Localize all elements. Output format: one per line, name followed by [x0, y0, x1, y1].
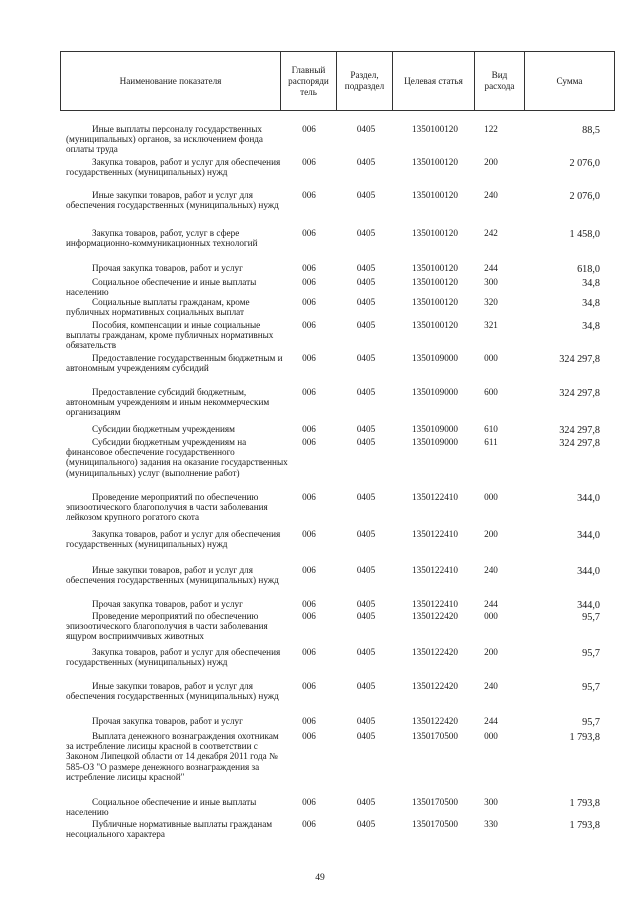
header-target-article: Целевая статья	[393, 52, 475, 110]
row-chief-manager: 006	[302, 297, 316, 307]
row-chief-manager: 006	[302, 647, 316, 657]
row-sum: 1 793,8	[569, 820, 600, 831]
row-expense-type: 242	[484, 228, 498, 238]
row-target-article: 1350122410	[412, 565, 458, 575]
row-chief-manager: 006	[302, 157, 316, 167]
row-expense-type: 610	[484, 424, 498, 434]
row-name: Закупка товаров, работ и услуг для обеспечения государственных (муниципальных) нужд	[66, 529, 281, 550]
row-target-article: 1350122420	[412, 611, 458, 621]
row-sum: 344,0	[577, 600, 600, 611]
row-target-article: 1350122410	[412, 529, 458, 539]
row-chief-manager: 006	[302, 716, 316, 726]
row-target-article: 1350109000	[412, 437, 458, 447]
row-expense-type: 244	[484, 716, 498, 726]
row-target-article: 1350100120	[412, 297, 458, 307]
row-sum: 95,7	[582, 612, 600, 623]
row-target-article: 1350122420	[412, 716, 458, 726]
row-section: 0405	[356, 228, 376, 238]
row-name: Пособия, компенсации и иные социальные выплаты гражданам, кроме публичных нормативных обязательств	[66, 320, 274, 351]
row-section: 0405	[356, 647, 376, 657]
row-sum: 95,7	[582, 648, 600, 659]
row-name: Прочая закупка товаров, работ и услуг	[92, 263, 243, 273]
row-expense-type: 000	[484, 492, 498, 502]
row-expense-type: 244	[484, 599, 498, 609]
row-sum: 34,8	[582, 321, 600, 332]
row-sum: 324 297,8	[559, 354, 600, 365]
row-sum: 95,7	[582, 682, 600, 693]
row-section: 0405	[356, 492, 376, 502]
row-expense-type: 240	[484, 565, 498, 575]
row-chief-manager: 006	[302, 611, 316, 621]
row-target-article: 1350100120	[412, 320, 458, 330]
row-chief-manager: 006	[302, 681, 316, 691]
row-expense-type: 240	[484, 681, 498, 691]
row-name: Закупка товаров, работ и услуг для обеспечения государственных (муниципальных) нужд	[66, 157, 281, 178]
row-section: 0405	[356, 157, 376, 167]
row-section: 0405	[356, 263, 376, 273]
row-sum: 344,0	[577, 530, 600, 541]
row-name: Закупка товаров, работ, услуг в сфере информационно-коммуникационных технологий	[66, 228, 258, 249]
row-expense-type: 200	[484, 647, 498, 657]
row-name: Субсидии бюджетным учреждениям	[92, 424, 235, 434]
row-chief-manager: 006	[302, 731, 316, 741]
row-target-article: 1350100120	[412, 190, 458, 200]
row-sum: 618,0	[577, 264, 600, 275]
row-name: Прочая закупка товаров, работ и услуг	[92, 599, 243, 609]
row-sum: 34,8	[582, 298, 600, 309]
row-sum: 344,0	[577, 493, 600, 504]
row-expense-type: 240	[484, 190, 498, 200]
row-chief-manager: 006	[302, 424, 316, 434]
header-sum: Сумма	[556, 75, 583, 86]
row-chief-manager: 006	[302, 819, 316, 829]
row-sum: 2 076,0	[569, 158, 600, 169]
row-name: Социальные выплаты гражданам, кроме публичных нормативных социальных выплат	[66, 297, 250, 318]
row-target-article: 1350100120	[412, 157, 458, 167]
row-target-article: 1350122410	[412, 492, 458, 502]
row-section: 0405	[356, 353, 376, 363]
row-section: 0405	[356, 599, 376, 609]
row-name: Иные закупки товаров, работ и услуг для обеспечения государственных (муниципальных) нужд	[66, 681, 279, 702]
row-target-article: 1350100120	[412, 228, 458, 238]
row-name: Иные закупки товаров, работ и услуг для обеспечения государственных (муниципальных) нужд	[66, 565, 279, 586]
row-section: 0405	[356, 190, 376, 200]
row-expense-type: 200	[484, 529, 498, 539]
row-expense-type: 600	[484, 387, 498, 397]
row-chief-manager: 006	[302, 190, 316, 200]
row-section: 0405	[356, 565, 376, 575]
row-name: Иные закупки товаров, работ и услуг для обеспечения государственных (муниципальных) нужд	[66, 190, 279, 211]
row-expense-type: 300	[484, 277, 498, 287]
row-expense-type: 244	[484, 263, 498, 273]
row-section: 0405	[356, 424, 376, 434]
row-chief-manager: 006	[302, 228, 316, 238]
row-chief-manager: 006	[302, 437, 316, 447]
row-expense-type: 330	[484, 819, 498, 829]
header-name: Наименование показателя	[61, 52, 281, 110]
row-name: Проведение мероприятий по обеспечению эпизоотического благополучия в части заболевания лейкозом крупного рогатого скота	[66, 492, 268, 523]
row-sum: 34,8	[582, 278, 600, 289]
row-sum: 1 793,8	[569, 798, 600, 809]
row-expense-type: 000	[484, 353, 498, 363]
row-sum: 324 297,8	[559, 388, 600, 399]
row-section: 0405	[356, 716, 376, 726]
row-chief-manager: 006	[302, 599, 316, 609]
row-name: Публичные нормативные выплаты гражданам несоциального характера	[66, 819, 273, 840]
row-sum: 1 793,8	[569, 732, 600, 743]
row-target-article: 1350170500	[412, 797, 458, 807]
row-name: Иные выплаты персоналу государственных (муниципальных) органов, за исключением фонда оплаты труда	[66, 124, 263, 155]
row-expense-type: 321	[484, 320, 498, 330]
row-sum: 2 076,0	[569, 191, 600, 202]
row-section: 0405	[356, 819, 376, 829]
row-sum: 95,7	[582, 717, 600, 728]
row-target-article: 1350109000	[412, 387, 458, 397]
row-section: 0405	[356, 437, 376, 447]
row-target-article: 1350122410	[412, 599, 458, 609]
row-chief-manager: 006	[302, 492, 316, 502]
row-section: 0405	[356, 529, 376, 539]
page-number: 49	[315, 872, 325, 883]
row-sum: 88,5	[582, 125, 600, 136]
row-name: Прочая закупка товаров, работ и услуг	[92, 716, 243, 726]
row-name: Субсидии бюджетным учреждениям на финансовое обеспечение государственного (муниципального) задания на оказание государственных (муниципальных) услуг (выполнение работ)	[66, 437, 288, 478]
row-section: 0405	[356, 681, 376, 691]
row-chief-manager: 006	[302, 263, 316, 273]
row-expense-type: 122	[484, 124, 498, 134]
row-name: Проведение мероприятий по обеспечению эпизоотического благополучия в части заболевания ящуром восприимчивых животных	[66, 611, 268, 642]
row-chief-manager: 006	[302, 529, 316, 539]
row-chief-manager: 006	[302, 277, 316, 287]
row-expense-type: 320	[484, 297, 498, 307]
row-expense-type: 611	[484, 437, 498, 447]
row-section: 0405	[356, 320, 376, 330]
row-sum: 344,0	[577, 566, 600, 577]
row-target-article: 1350122420	[412, 681, 458, 691]
row-name: Социальное обеспечение и иные выплаты населению	[66, 277, 257, 298]
row-chief-manager: 006	[302, 797, 316, 807]
row-name: Предоставление субсидий бюджетным, автономным учреждениям и иным некоммерческим организациям	[66, 387, 270, 418]
row-target-article: 1350109000	[412, 353, 458, 363]
row-sum: 324 297,8	[559, 425, 600, 436]
row-target-article: 1350100120	[412, 277, 458, 287]
row-chief-manager: 006	[302, 565, 316, 575]
header-chief-manager: Главный распоряди тель	[281, 52, 337, 110]
row-section: 0405	[356, 731, 376, 741]
row-name: Выплата денежного вознаграждения охотникам за истребление лисицы красной в соответствии с Законом Липецкой области от 14 декабря 2011 года № 585-ОЗ "О размере денежного вознаграждения за истребление лисицы красной"	[66, 731, 279, 782]
row-expense-type: 000	[484, 731, 498, 741]
row-section: 0405	[356, 297, 376, 307]
row-chief-manager: 006	[302, 124, 316, 134]
row-target-article: 1350170500	[412, 819, 458, 829]
row-sum: 324 297,8	[559, 438, 600, 449]
row-section: 0405	[356, 124, 376, 134]
row-chief-manager: 006	[302, 387, 316, 397]
row-sum: 1 458,0	[569, 229, 600, 240]
row-expense-type: 200	[484, 157, 498, 167]
row-expense-type: 300	[484, 797, 498, 807]
row-target-article: 1350100120	[412, 124, 458, 134]
row-name: Социальное обеспечение и иные выплаты населению	[66, 797, 257, 818]
row-section: 0405	[356, 277, 376, 287]
header-expense-type: Вид расхода	[475, 52, 525, 110]
row-target-article: 1350109000	[412, 424, 458, 434]
row-target-article: 1350170500	[412, 731, 458, 741]
row-expense-type: 000	[484, 611, 498, 621]
header-section: Раздел, подраздел	[337, 52, 393, 110]
row-chief-manager: 006	[302, 353, 316, 363]
row-target-article: 1350122420	[412, 647, 458, 657]
row-section: 0405	[356, 387, 376, 397]
row-section: 0405	[356, 611, 376, 621]
row-section: 0405	[356, 797, 376, 807]
row-name: Закупка товаров, работ и услуг для обеспечения государственных (муниципальных) нужд	[66, 647, 281, 668]
row-name: Предоставление государственным бюджетным и автономным учреждениям субсидий	[66, 353, 283, 374]
row-target-article: 1350100120	[412, 263, 458, 273]
table-header	[60, 51, 615, 111]
row-chief-manager: 006	[302, 320, 316, 330]
